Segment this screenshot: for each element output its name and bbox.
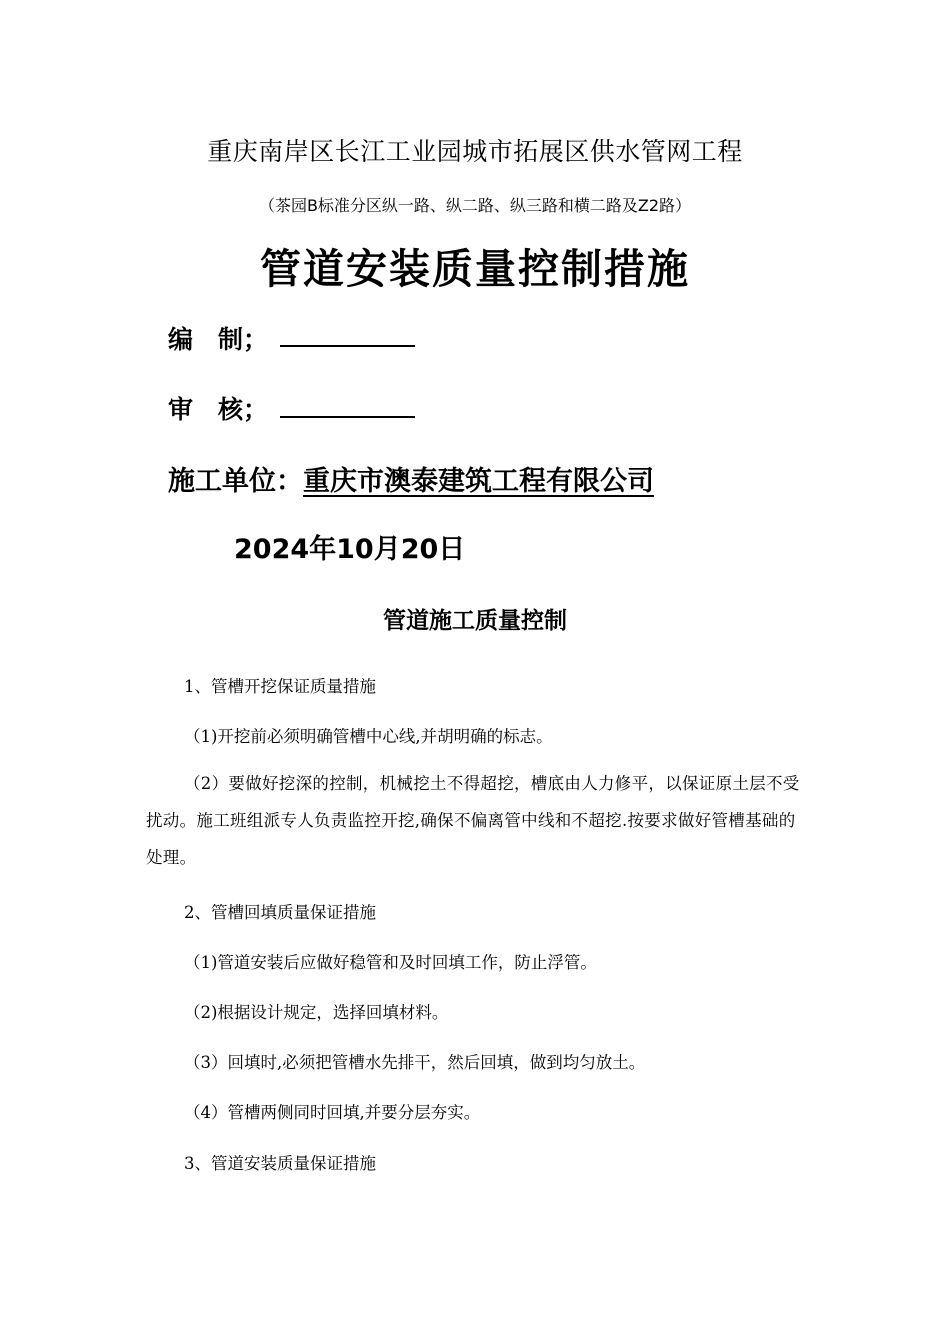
project-title: 重庆南岸区长江工业园城市拓展区供水管网工程 [207,137,743,166]
document-title: 管道安装质量控制措施 [260,245,690,293]
section-title: 管道施工质量控制 [383,607,567,634]
paragraph: （3）回填时,必须把管槽水先排干，然后回填，做到均匀放土。 [184,1053,646,1072]
section-heading: 1、管槽开挖保证质量措施 [184,677,376,696]
document-date: 2024年10月20日 [234,534,466,565]
paragraph: （2)根据设计规定，选择回填材料。 [184,1003,449,1022]
construction-unit-label: 施工单位： [168,466,303,497]
paragraph: （4）管槽两侧同时回填,并要分层夯实。 [184,1103,481,1122]
section-heading: 2、管槽回填质量保证措施 [184,903,376,922]
paragraph: （2）要做好挖深的控制，机械挖土不得超挖，槽底由人力修平，以保证原土层不受扰动。施工班组派专人负责监控开挖,确保不偏离管中线和不超挖.按要求做好管槽基础的处理。 [146,774,800,867]
construction-unit [168,459,654,498]
reviewer-label: 审 核； [168,395,269,424]
company-name: 重庆市澳泰建筑工程有限公司 [303,466,654,497]
editor-signature-line [280,345,415,347]
section-heading: 3、管道安装质量保证措施 [184,1154,376,1173]
editor-label: 编 制； [168,325,269,354]
paragraph: （1)管道安装后应做好稳管和及时回填工作，防止浮管。 [184,953,597,972]
paragraph: （1)开挖前必须明确管槽中心线,并胡明确的标志。 [184,727,553,746]
project-subtitle: （茶园B标准分区纵一路、纵二路、纵三路和横二路及Z2路） [258,196,692,215]
reviewer-signature-line [280,416,415,418]
